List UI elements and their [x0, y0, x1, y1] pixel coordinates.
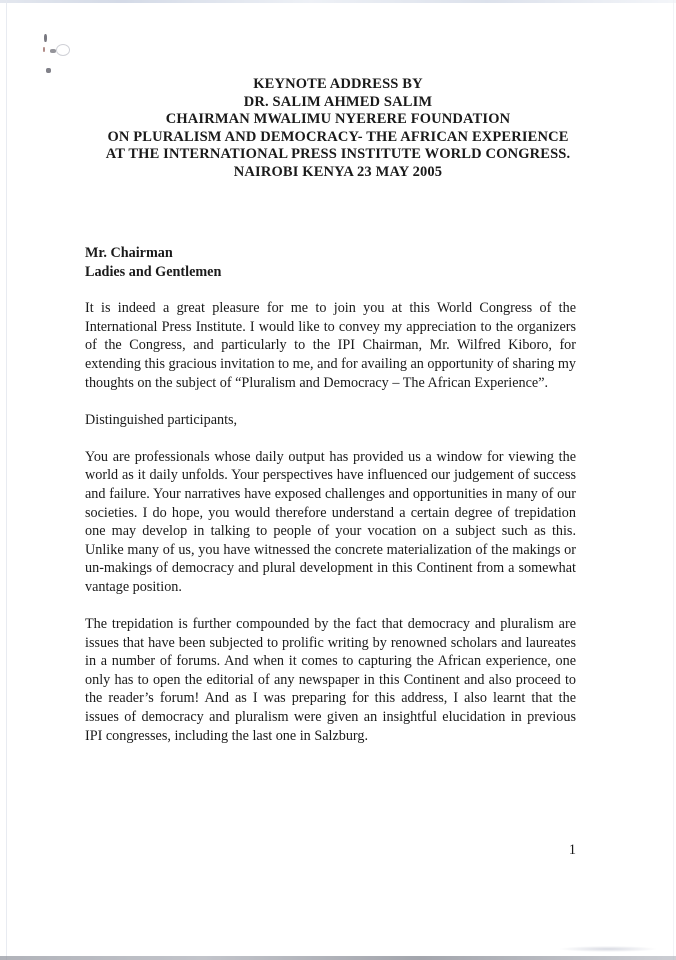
- scan-edge-bottom: [0, 956, 676, 960]
- salutation: [85, 244, 576, 281]
- scan-edge-top: [0, 0, 676, 3]
- title-line-4: ON PLURALISM AND DEMOCRACY- THE AFRICAN EXPERIENCE: [107, 128, 569, 145]
- paragraph-1: It is indeed a great pleasure for me to join you at this World Congress of the International Press Institute. I would like to convey my appreciation to the organizers of the Congress, and particularly to the IPI Chairman, Mr. Wilfred Kiboro, for extending this gracious invitation to me, and for availing an opportunity of sharing my thoughts on the subject of “Pluralism and Democracy – The African Experience”.: [85, 300, 576, 391]
- paragraph-3: The trepidation is further compounded by the fact that democracy and pluralism are issues that have been subjected to prolific writing by renowned scholars and laureates in a number of forums. And when it comes to capturing the African experience, one only has to open the editorial of any newspaper in this Continent and also proceed to the reader’s forum! And as I was preparing for this address, I also learnt that the issues of democracy and pluralism were given an insightful elucidation in previous IPI congresses, including the last one in Salzburg.: [85, 616, 576, 744]
- address-line: Distinguished participants,: [85, 411, 238, 428]
- title-line-1: KEYNOTE ADDRESS BY: [253, 76, 423, 92]
- scan-speck: [44, 34, 47, 42]
- scan-speck: [46, 68, 51, 73]
- scan-edge-right: [673, 0, 674, 960]
- scan-speck: [56, 44, 70, 56]
- paragraph-2: You are professionals whose daily output has provided us a window for viewing the world as it daily unfolds. Your perspectives have influenced our judgement of success and failure. Your narratives have exposed challenges and opportunities in many of our societies. I do hope, you would therefore understand a certain degree of trepidation one may develop in talking to people of your vocation on a subject such as this. Unlike many of us, you have witnessed the concrete materialization of the makings or un-makings of democracy and plural development in this Continent from a somewhat vantage position.: [85, 448, 576, 595]
- page-number: 1: [568, 842, 576, 858]
- salutation-line-1: Mr. Chairman: [85, 245, 173, 261]
- salutation-line-2: Ladies and Gentlemen: [85, 263, 222, 280]
- title-line-2: DR. SALIM AHMED SALIM: [243, 93, 433, 110]
- title-line-6: NAIROBI KENYA 23 MAY 2005: [233, 163, 443, 180]
- title-line-5: AT THE INTERNATIONAL PRESS INSTITUTE WORLD CONGRESS.: [105, 146, 571, 163]
- title-line-3: CHAIRMAN MWALIMU NYERERE FOUNDATION: [165, 111, 511, 128]
- document-title: [38, 76, 638, 182]
- scan-smudge-bottom: [560, 946, 656, 952]
- scan-speck: [43, 47, 45, 52]
- document-body: [85, 244, 576, 745]
- scan-edge-left: [6, 0, 7, 960]
